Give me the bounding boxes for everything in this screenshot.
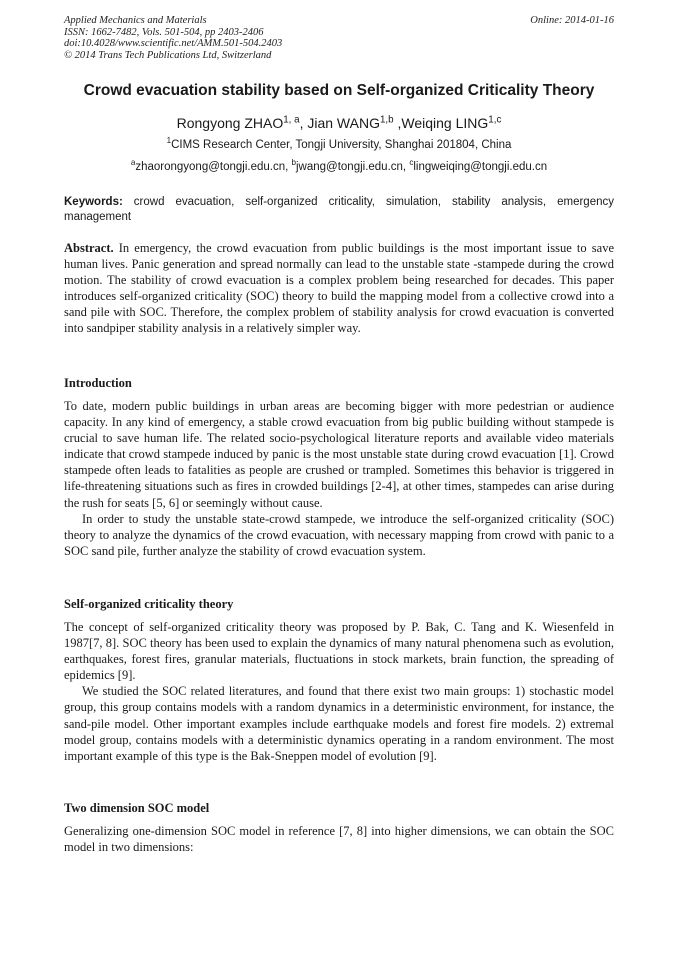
soc-paragraph: We studied the SOC related literatures, and found that there exist two main groups: 1) stochastic model group, this group contains models with a random dynamics in a deterministic environment, for instance, the sand-pile model. Other important examples include earthquake models and forest fire models. 2) extremal model group, contains models with a deterministic dynamics operating in a random environment. The most important example of this type is the Bak-Sneppen model of evolution [9]. bbox=[64, 684, 614, 763]
author-name: Jian WANG bbox=[307, 115, 380, 131]
author-sup: 1,b bbox=[379, 114, 394, 126]
abstract bbox=[64, 240, 614, 337]
section-heading-soc: Self-organized criticality theory bbox=[64, 597, 234, 611]
two-dim-paragraph: Generalizing one-dimension SOC model in reference [7, 8] into higher dimensions, we can obtain the SOC model in two dimensions: bbox=[64, 824, 614, 855]
journal-name: Applied Mechanics and Materials bbox=[64, 15, 207, 26]
abstract-label: Abstract. bbox=[64, 241, 114, 255]
soc-body bbox=[64, 619, 614, 764]
soc-paragraph: The concept of self-organized criticality theory was proposed by P. Bak, C. Tang and K. Wiesenfeld in 1987[7, 8]. SOC theory has been used to explain the dynamics of many natural phenomena such as evolution, earthquakes, forest fires, granular materials, fluctuations in stock markets, brain function, the spreading of epidemics [9]. bbox=[64, 620, 614, 683]
email-link[interactable]: jwang@tongji.edu.cn, bbox=[295, 161, 410, 173]
author-sep: , bbox=[299, 115, 308, 131]
email-link[interactable]: zhaorongyong@tongji.edu.cn, bbox=[135, 161, 292, 173]
section-heading-introduction: Introduction bbox=[64, 376, 132, 390]
abstract-text: In emergency, the crowd evacuation from public buildings is the most important issue to save human lives. Panic generation and spread normally can lead to the unstable state -stampede during the crowd motion. The stability of crowd evacuation is a complex problem being researched for decades. This paper introduces self-organized criticality (SOC) theory to build the mapping model from a collective crowd into a sand pile with SOC. Therefore, the complex problem of stability analysis for crowd evacuation is converted into sandpiper stability analysis in a relatively simpler way. bbox=[64, 241, 614, 336]
section-heading-two-dim: Two dimension SOC model bbox=[64, 801, 210, 815]
affiliation-text: CIMS Research Center, Tongji University, Shanghai 201804, China bbox=[171, 139, 512, 151]
email-sup: a bbox=[130, 158, 136, 168]
email-list bbox=[40, 160, 638, 174]
issn-line: ISSN: 1662-7482, Vols. 501-504, pp 2403-2406 bbox=[64, 26, 264, 38]
doi-line: doi:10.4028/www.scientific.net/AMM.501-504.2403 bbox=[64, 38, 283, 49]
author-sup: 1,c bbox=[488, 114, 502, 126]
introduction-paragraph: To date, modern public buildings in urban areas are becoming bigger with more pedestrian or audience capacity. In any kind of emergency, a stable crowd evacuation from big public building without stampede is crucial to save human life. The related socio-psychological literature reports and available video materials indicate that crowd stampede induced by panic is the most unstable state during crowd evacuation [1]. Crowd stampede often leads to fatalities as people are crushed or trampled. Sometimes this behavior is triggered in life-threatening situations such as fires in crowded buildings [2-4], at other times, stampedes can arise during the rush for seats [5, 6] or seemingly without cause. bbox=[64, 399, 614, 510]
affiliation-sup: 1 bbox=[166, 136, 172, 146]
introduction-paragraph: In order to study the unstable state-crowd stampede, we introduce the self-organized criticality (SOC) theory to analyze the dynamics of the crowd evacuation, with necessary mapping from crowd with panic to a SOC sand pile, further analyze the stability of crowd evacuation system. bbox=[64, 511, 614, 558]
two-dim-body bbox=[64, 823, 614, 855]
email-sup: c bbox=[409, 158, 414, 168]
author-name: Rongyong ZHAO bbox=[176, 115, 284, 131]
keywords-text: crowd evacuation, self-organized criticality, simulation, stability analysis, emergency management bbox=[64, 196, 614, 223]
affiliation bbox=[40, 138, 638, 152]
keywords bbox=[64, 195, 614, 225]
online-date: Online: 2014-01-16 bbox=[530, 15, 614, 26]
author-name: Weiqing LING bbox=[401, 115, 489, 131]
copyright-line: © 2014 Trans Tech Publications Ltd, Switzerland bbox=[64, 49, 272, 61]
introduction-body bbox=[64, 398, 614, 559]
paper-title: Crowd evacuation stability based on Self-organized Criticality Theory bbox=[83, 82, 595, 99]
author-list bbox=[40, 114, 638, 132]
email-sup: b bbox=[291, 158, 296, 168]
keywords-label: Keywords: bbox=[64, 196, 123, 208]
email-link[interactable]: lingweiqing@tongji.edu.cn bbox=[413, 161, 548, 173]
journal-header bbox=[64, 15, 282, 61]
author-sup: 1, a bbox=[283, 114, 300, 126]
author-sep: , bbox=[393, 115, 402, 131]
